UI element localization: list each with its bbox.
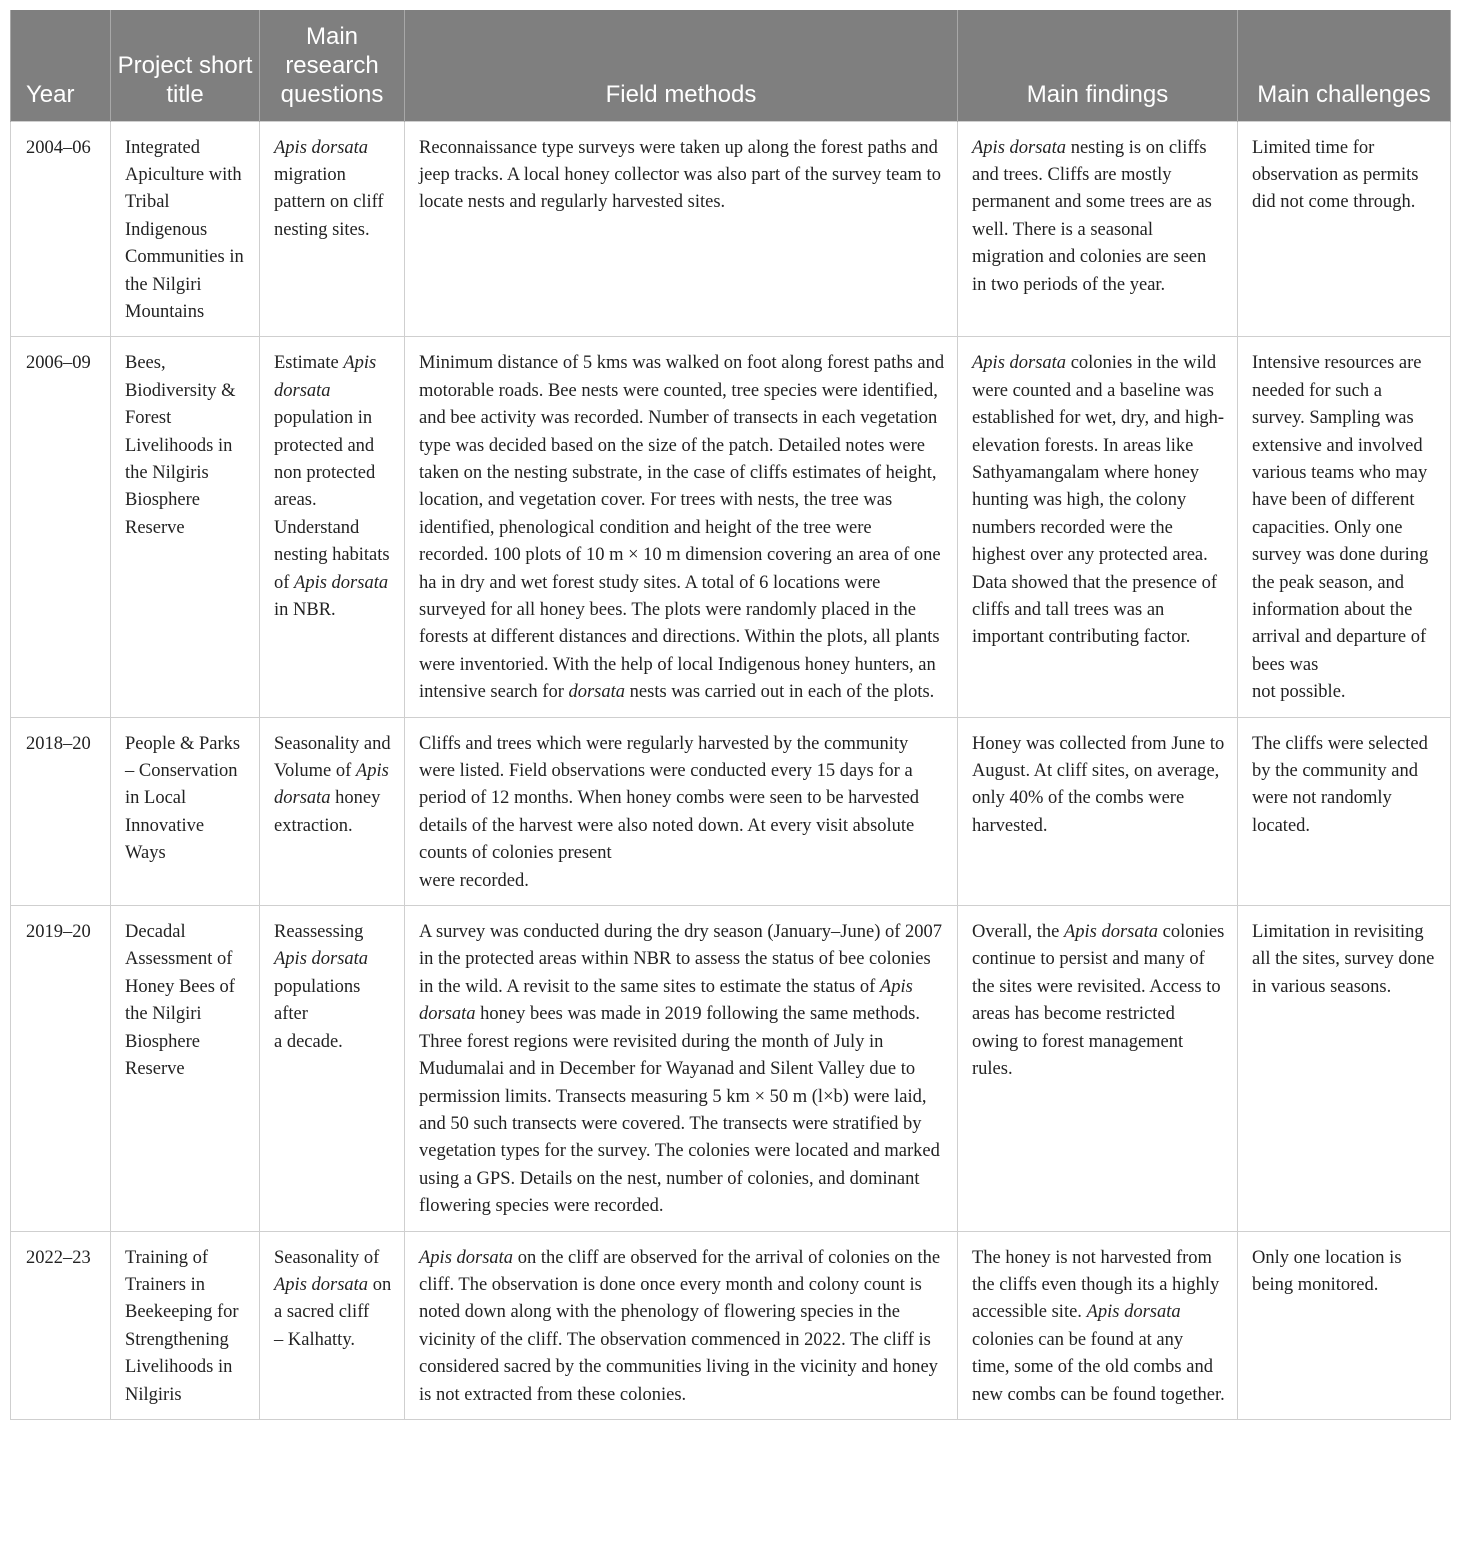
table-body	[11, 121, 1451, 1419]
cell-field-methods: Apis dorsata on the cliff are observed for the arrival of colonies on the cliff. The observation is done once every month and colony count is noted down along with the phenology of flowering species in the vicinity of the cliff. The observation commenced in 2022. The cliff is considered sacred by the communities living in the vicinity and honey is not extracted from these colonies.	[405, 1231, 958, 1419]
cell-research-questions: Seasonality of Apis dorsata on a sacred cliff – Kalhatty.	[260, 1231, 405, 1419]
header-main-findings: Main findings	[958, 10, 1238, 121]
header-field-methods: Field methods	[405, 10, 958, 121]
header-research-questions: Main research questions	[260, 10, 405, 121]
header-project-title: Project short title	[111, 10, 260, 121]
table-row	[11, 337, 1451, 717]
cell-field-methods: Cliffs and trees which were regularly harvested by the community were listed. Field observations were conducted every 15 days for a period of 12 months. When honey combs were seen to be harvested details of the harvest were also noted down. At every visit absolute counts of colonies present were recorded.	[405, 717, 958, 905]
cell-main-findings: Honey was collected from June to August. At cliff sites, on average, only 40% of the combs were harvested.	[958, 717, 1238, 905]
cell-main-findings: Apis dorsata colonies in the wild were counted and a baseline was established for wet, dry, and high-elevation forests. In areas like Sathyamangalam where honey hunting was high, the colony numbers recorded were the highest over any protected area. Data showed that the presence of cliffs and tall trees was an important contributing factor.	[958, 337, 1238, 717]
cell-main-findings: Overall, the Apis dorsata colonies continue to persist and many of the sites were revisited. Access to areas has become restricted owing to forest management rules.	[958, 906, 1238, 1231]
cell-year: 2018–20	[11, 717, 111, 905]
cell-main-challenges: The cliffs were selected by the community and were not randomly located.	[1238, 717, 1451, 905]
cell-research-questions: Estimate Apis dorsata population in protected and non protected areas. Understand nesting habitats of Apis dorsata in NBR.	[260, 337, 405, 717]
cell-main-challenges: Limitation in revisiting all the sites, survey done in various seasons.	[1238, 906, 1451, 1231]
cell-year: 2004–06	[11, 121, 111, 337]
cell-main-challenges: Intensive resources are needed for such a survey. Sampling was extensive and involved various teams who may have been of different capacities. Only one survey was done during the peak season, and information about the arrival and departure of bees was not possible.	[1238, 337, 1451, 717]
cell-main-challenges: Limited time for observation as permits did not come through.	[1238, 121, 1451, 337]
header-year: Year	[11, 10, 111, 121]
cell-project-title: Integrated Apiculture with Tribal Indigenous Communities in the Nilgiri Mountains	[111, 121, 260, 337]
cell-year: 2019–20	[11, 906, 111, 1231]
cell-project-title: Bees, Biodiversity & Forest Livelihoods in the Nilgiris Biosphere Reserve	[111, 337, 260, 717]
cell-year: 2006–09	[11, 337, 111, 717]
table-row	[11, 717, 1451, 905]
cell-main-challenges: Only one location is being monitored.	[1238, 1231, 1451, 1419]
cell-research-questions: Reassessing Apis dorsata populations after a decade.	[260, 906, 405, 1231]
header-row	[11, 10, 1451, 121]
table-row	[11, 121, 1451, 337]
table-row	[11, 1231, 1451, 1419]
cell-field-methods: A survey was conducted during the dry season (January–June) of 2007 in the protected areas within NBR to assess the status of bee colonies in the wild. A revisit to the same sites to estimate the status of Apis dorsata honey bees was made in 2019 following the same methods. Three forest regions were revisited during the month of July in Mudumalai and in December for Wayanad and Silent Valley due to permission limits. Transects measuring 5 km × 50 m (l×b) were laid, and 50 such transects were covered. The transects were stratified by vegetation types for the survey. The colonies were located and marked using a GPS. Details on the nest, number of colonies, and dominant flowering species were recorded.	[405, 906, 958, 1231]
cell-year: 2022–23	[11, 1231, 111, 1419]
cell-research-questions: Apis dorsata migration pattern on cliff nesting sites.	[260, 121, 405, 337]
table-row	[11, 906, 1451, 1231]
cell-project-title: Decadal Assessment of Honey Bees of the Nilgiri Biosphere Reserve	[111, 906, 260, 1231]
header-main-challenges: Main challenges	[1238, 10, 1451, 121]
cell-main-findings: Apis dorsata nesting is on cliffs and trees. Cliffs are mostly permanent and some trees are as well. There is a seasonal migration and colonies are seen in two periods of the year.	[958, 121, 1238, 337]
cell-main-findings: The honey is not harvested from the cliffs even though its a highly accessible site. Apis dorsata colonies can be found at any time, some of the old combs and new combs can be found together.	[958, 1231, 1238, 1419]
cell-project-title: Training of Trainers in Beekeeping for Strengthening Livelihoods in Nilgiris	[111, 1231, 260, 1419]
table-header	[11, 10, 1451, 121]
cell-research-questions: Seasonality and Volume of Apis dorsata honey extraction.	[260, 717, 405, 905]
research-projects-table	[10, 10, 1451, 1420]
cell-field-methods: Reconnaissance type surveys were taken up along the forest paths and jeep tracks. A local honey collector was also part of the survey team to locate nests and regularly harvested sites.	[405, 121, 958, 337]
cell-field-methods: Minimum distance of 5 kms was walked on foot along forest paths and motorable roads. Bee nests were counted, tree species were identified, and bee activity was recorded. Number of transects in each vegetation type was decided based on the size of the patch. Detailed notes were taken on the nesting substrate, in the case of cliffs estimates of height, location, and vegetation cover. For trees with nests, the tree was identified, phenological condition and height of the tree were recorded. 100 plots of 10 m × 10 m dimension covering an area of one ha in dry and wet forest study sites. A total of 6 locations were surveyed for all honey bees. The plots were randomly placed in the forests at different distances and directions. Within the plots, all plants were inventoried. With the help of local Indigenous honey hunters, an intensive search for dorsata nests was carried out in each of the plots.	[405, 337, 958, 717]
cell-project-title: People & Parks – Conservation in Local Innovative Ways	[111, 717, 260, 905]
